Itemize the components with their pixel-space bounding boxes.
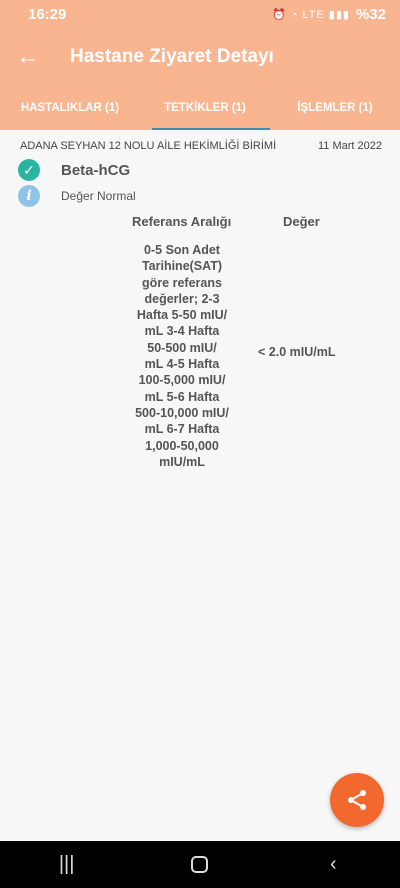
battery-level: %32 — [355, 5, 386, 23]
status-icons: ⏰ ◔ LTE ▮▮▮ — [271, 8, 350, 21]
test-status-row — [18, 185, 136, 207]
back-nav-icon[interactable]: ‹ — [329, 853, 337, 875]
reference-line: 0-5 Son Adet — [144, 243, 220, 257]
reference-line: mL 3-4 Hafta — [144, 324, 220, 339]
info-icon: i — [18, 185, 40, 207]
reference-line: 500-10,000 mIU/ — [135, 405, 229, 420]
reference-line: Tarihine(SAT) — [141, 259, 223, 274]
value-header: Değer — [283, 214, 320, 229]
reference-line: 1,000-50,000 — [145, 438, 219, 453]
app-bar — [0, 28, 400, 86]
tab-bar — [0, 86, 400, 130]
test-name: Beta-hCG — [61, 161, 131, 179]
visit-detail-content — [0, 130, 400, 841]
tab-tetkikler[interactable]: TETKİKLER (1) — [140, 86, 270, 130]
system-nav-bar — [0, 841, 400, 888]
reference-range-header: Referans Aralığı — [132, 214, 232, 229]
tab-hastaliklar[interactable]: HASTALIKLAR (1) — [20, 102, 120, 114]
test-value: < 2.0 mIU/mL — [258, 345, 336, 359]
reference-line: mL 6-7 Hafta — [144, 422, 220, 437]
reference-line: mIU/mL — [159, 454, 205, 469]
reference-line: mL 5-6 Hafta — [144, 389, 220, 404]
check-icon: ✓ — [18, 159, 40, 181]
visit-header — [20, 140, 382, 152]
reference-line: Hafta 5-50 mIU/ — [136, 308, 228, 323]
page-title: Hastane Ziyaret Detayı — [70, 46, 274, 67]
share-button[interactable] — [330, 773, 384, 827]
status-bar — [0, 0, 400, 28]
home-icon — [191, 856, 208, 873]
reference-line: 50-500 mIU/ — [147, 340, 217, 355]
test-row — [18, 159, 130, 181]
status-time: 16:29 — [28, 5, 67, 23]
reference-line: mL 4-5 Hafta — [144, 357, 220, 372]
back-arrow-icon[interactable]: ← — [16, 43, 40, 70]
home-button[interactable] — [170, 841, 230, 888]
tab-islemler[interactable]: İŞLEMLER (1) — [297, 102, 373, 114]
reference-line: göre referans — [142, 275, 222, 290]
facility-name: ADANA SEYHAN 12 NOLU AİLE HEKİMLİĞİ BİRİMİ — [20, 140, 277, 152]
visit-date: 11 Mart 2022 — [317, 140, 382, 152]
reference-line: 100-5,000 mIU/ — [138, 373, 226, 388]
reference-range-text — [122, 242, 242, 470]
test-status: Değer Normal — [61, 189, 136, 203]
share-icon — [345, 788, 369, 812]
recent-apps-icon[interactable]: ||| — [58, 853, 75, 875]
reference-line: değerler; 2-3 — [144, 291, 220, 306]
app-header — [0, 0, 400, 130]
